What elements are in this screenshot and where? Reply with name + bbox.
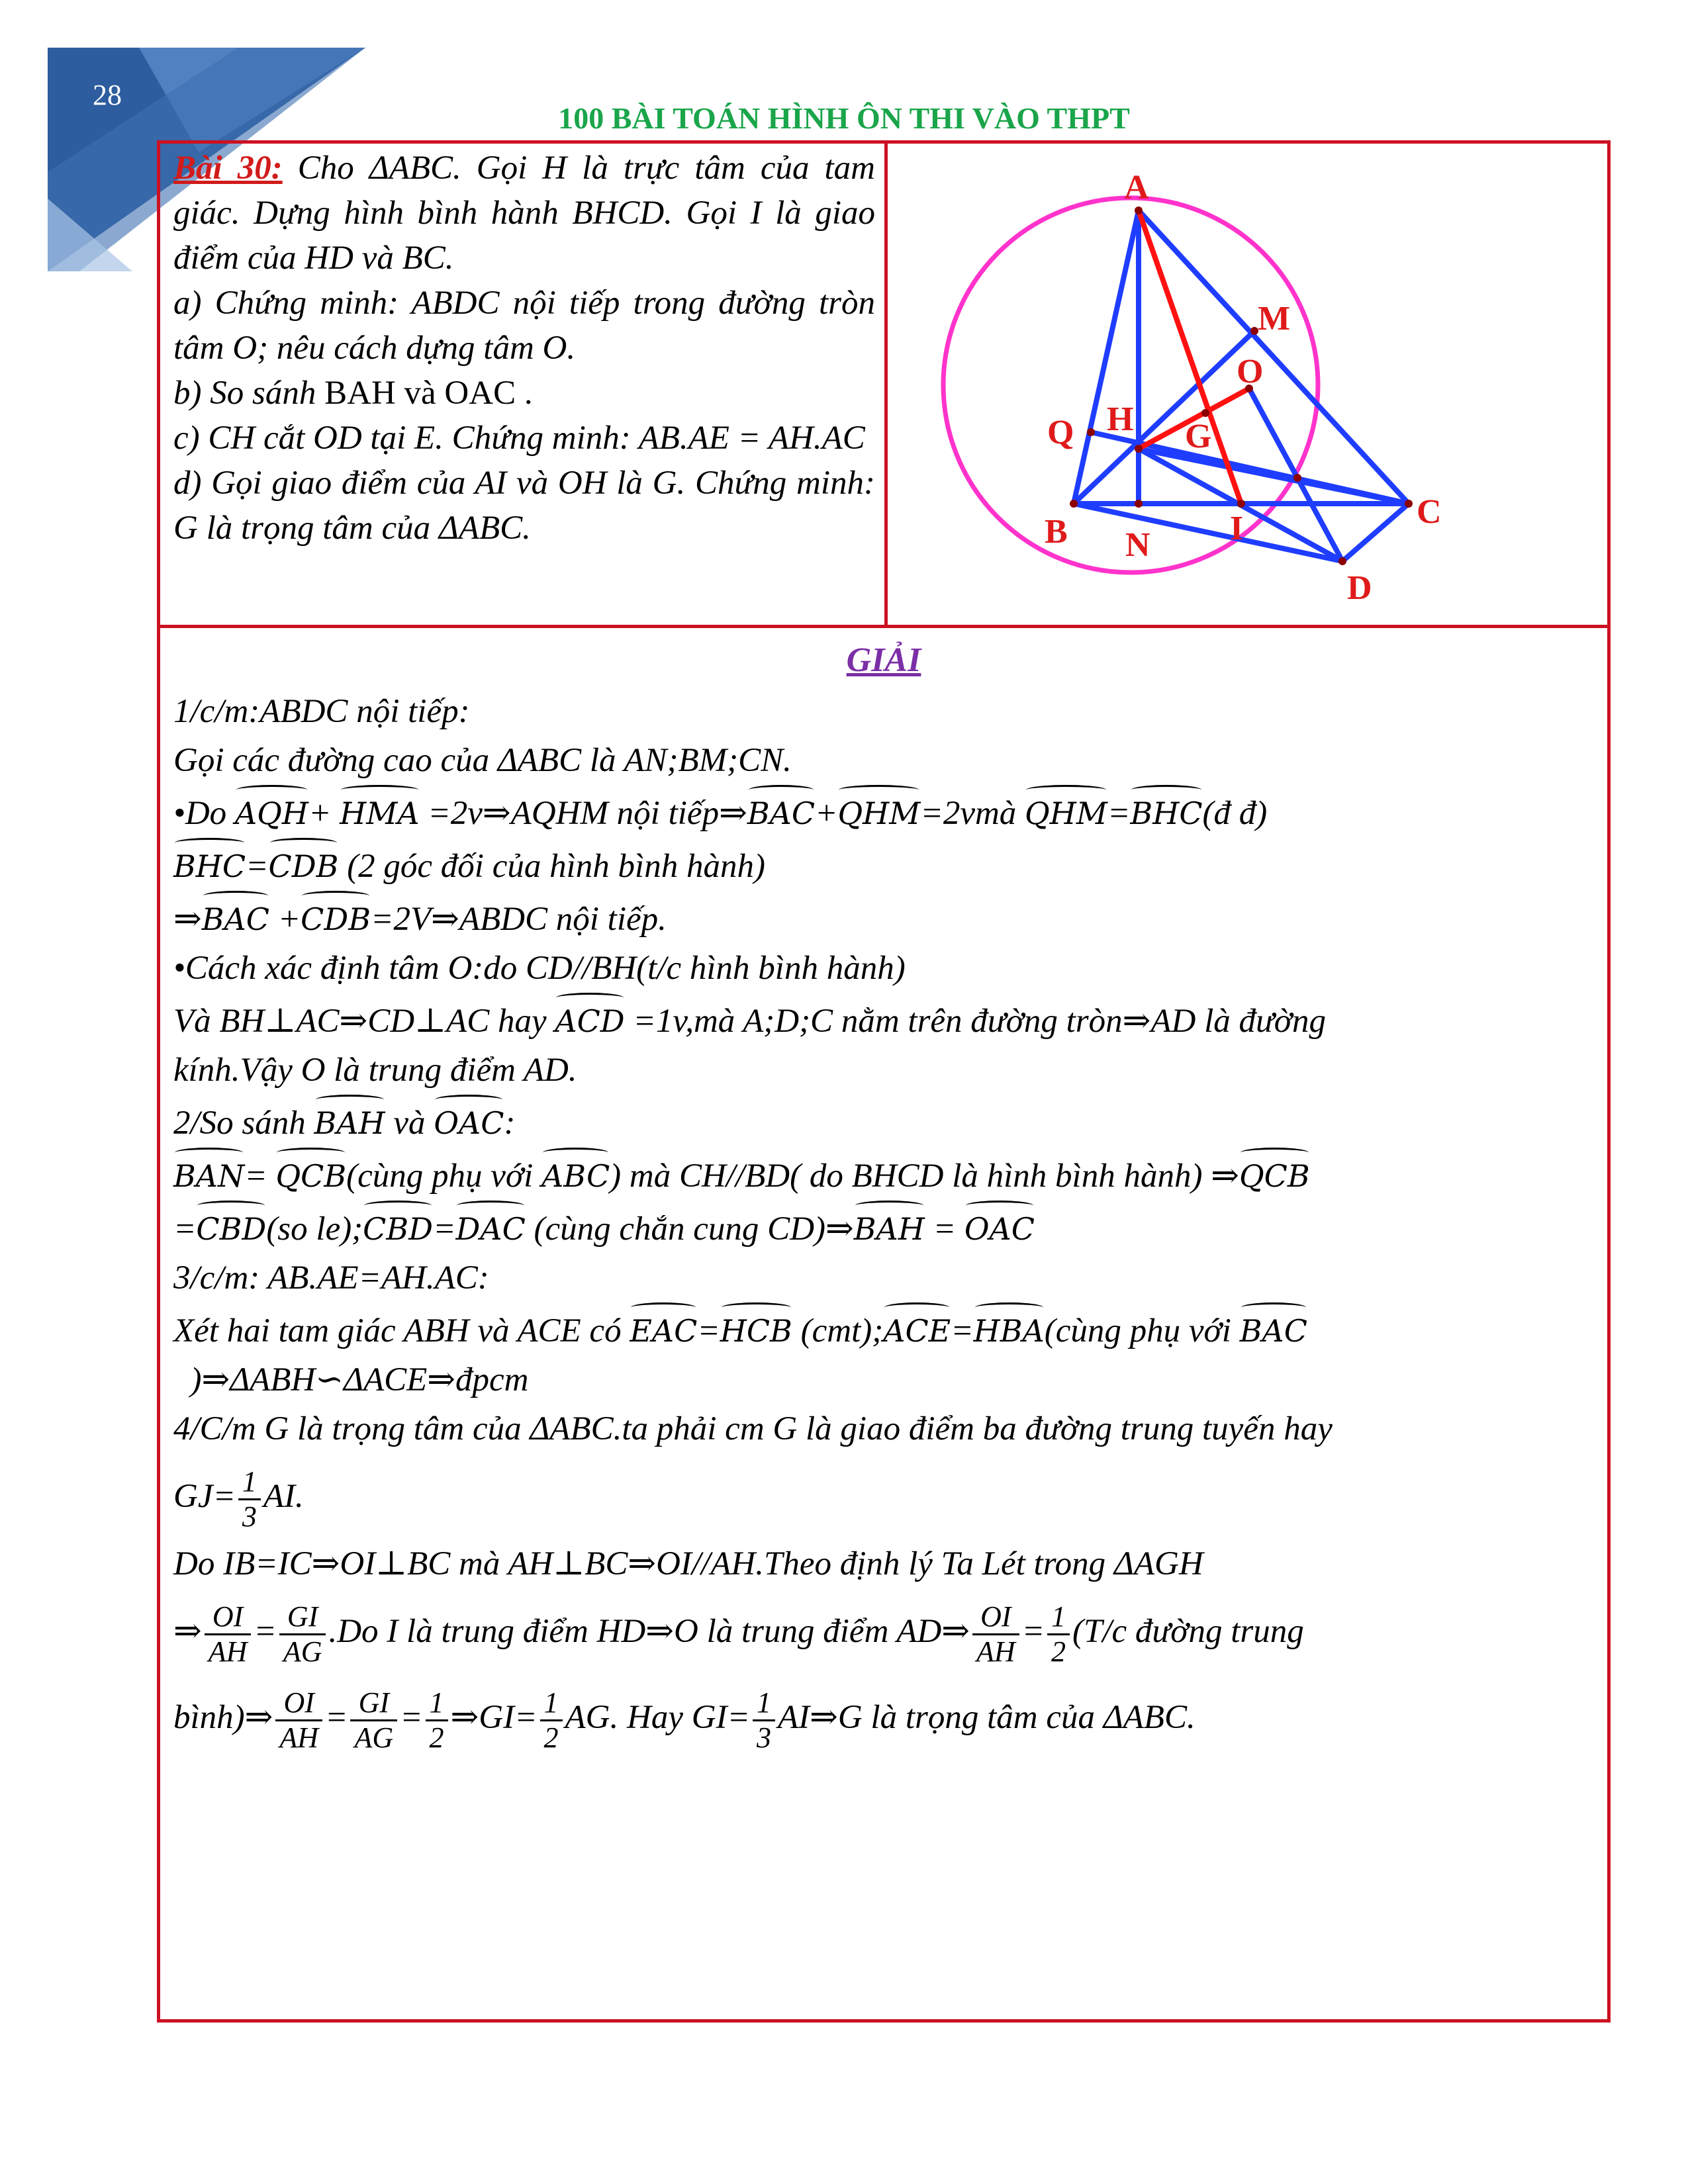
page-number: 28: [93, 79, 122, 111]
angle-oac: OAC: [964, 1201, 1035, 1253]
problem-part-c: c) CH cắt OD tại E. Chứng minh: AB.AE = AH.AC: [173, 420, 865, 457]
section-4-title: 4/C/m G là trọng tâm của ΔABC.ta phải cm G là giao điểm ba đường trung tuyến hay: [173, 1410, 1333, 1447]
point-label-i: I: [1230, 510, 1244, 547]
angle-qcb: QCB: [1239, 1148, 1310, 1201]
section-1-line-2: •Do AQH+ HMA =2v⇒AQHM nội tiếp⇒BAC+QHM=2vmà QHM=BHC(đ đ): [173, 785, 1597, 838]
section-3-line-2: )⇒ΔABH∽ΔACE⇒đpcm: [190, 1361, 529, 1398]
angle-abc: ABC: [541, 1148, 610, 1201]
problem-statement: [173, 146, 875, 551]
angle-cbd: CBD: [196, 1201, 266, 1253]
fraction-one-third: $\frac{1}{3}$: [238, 1465, 261, 1533]
point-label-h: H: [1107, 400, 1134, 438]
angle-bah: BAH: [314, 1095, 385, 1148]
angle-bac: BAC: [747, 785, 815, 838]
angle-bac: BAC: [1240, 1302, 1307, 1355]
point-label-o: O: [1237, 353, 1264, 390]
section-1-title: 1/c/m:ABDC nội tiếp:: [173, 693, 470, 730]
angle-dac: DAC: [455, 1201, 525, 1253]
problem-label: Bài 30:: [173, 150, 283, 187]
fraction-oi-ah: $\frac{OI}{AH}$: [275, 1686, 322, 1754]
solution-title: GIẢI: [846, 641, 921, 679]
angle-qcb: QCB: [275, 1148, 346, 1201]
section-1-line-3: BHC=CDB (2 góc đối của hình bình hành): [173, 838, 1597, 891]
point-label-n: N: [1125, 526, 1150, 564]
section-2-title: 2/So sánh BAH và OAC:: [173, 1095, 1597, 1148]
section-1-line-7: kính.Vậy O là trung điểm AD.: [173, 1052, 577, 1089]
angle-bhc: BHC: [1130, 785, 1202, 838]
segment-bd: [1074, 504, 1342, 561]
fraction-oi-ah: $\frac{OI}{AH}$: [972, 1600, 1019, 1668]
segment-bm: [1074, 331, 1254, 504]
section-4-line-3: ⇒ $\frac{OI}{AH}$ = $\frac{GI}{AG}$ .Do I là trung điểm HD⇒O là trung điểm AD⇒ $\frac{OI}{AH}$ = $\frac{1}{2}$ (T/c đường trung: [173, 1600, 1304, 1668]
section-3-title: 3/c/m: AB.AE=AH.AC:: [173, 1259, 489, 1297]
angle-hcb: HCB: [720, 1302, 792, 1355]
fraction-gi-ag: $\frac{GI}{AG}$: [350, 1686, 397, 1754]
solution-body: [173, 687, 1597, 1760]
point-label-c: C: [1417, 493, 1442, 531]
section-4-line-1: GJ= $\frac{1}{3}$ AI.: [173, 1465, 304, 1533]
frame-divider-horizontal: [157, 625, 1611, 628]
geometry-figure: [888, 144, 1607, 621]
section-1-line-6: Và BH⊥AC⇒CD⊥AC hay ACD =1v,mà A;D;C nằm trên đường tròn⇒AD là đường: [173, 993, 1597, 1046]
angle-eac: EAC: [630, 1302, 697, 1355]
fraction-gi-ag: $\frac{GI}{AG}$: [279, 1600, 326, 1668]
section-1-line-4: ⇒BAC +CDB=2V⇒ABDC nội tiếp.: [173, 891, 1597, 944]
angle-oac: OAC: [434, 1095, 504, 1148]
angle-aqh: AQH: [235, 785, 308, 838]
angle-qhm: QHM: [1025, 785, 1107, 838]
problem-part-d: d) Gọi giao điểm của AI và OH là G. Chứng minh: G là trọng tâm của ΔABC.: [173, 465, 875, 547]
point-label-d: D: [1347, 569, 1372, 607]
problem-part-a: a) Chứng minh: ABDC nội tiếp trong đường tròn tâm O; nêu cách dựng tâm O.: [173, 285, 875, 367]
angle-cdb: CDB: [269, 838, 339, 891]
angle-cdb: CDB: [301, 891, 371, 944]
point-label-b: B: [1045, 513, 1068, 551]
problem-intro: Cho ΔABC. Gọi H là trực tâm của tam giác. Dựng hình bình hành BHCD. Gọi I là giao điểm của HD và BC.: [173, 150, 875, 277]
angle-hma: HMA: [340, 785, 419, 838]
angle-ace: ACE: [883, 1302, 951, 1355]
page-header: 100 BÀI TOÁN HÌNH ÔN THI VÀO THPT: [558, 101, 1130, 135]
angle-qhm: QHM: [837, 785, 920, 838]
fraction-one-half: $\frac{1}{2}$: [1047, 1600, 1070, 1668]
point-label-g: G: [1185, 418, 1212, 455]
angle-bah: BAH: [854, 1201, 925, 1253]
fraction-one-third: $\frac{1}{3}$: [753, 1686, 775, 1754]
section-1-line-5: •Cách xác định tâm O:do CD//BH(t/c hình bình hành): [173, 950, 906, 987]
fraction-one-half: $\frac{1}{2}$: [426, 1686, 448, 1754]
fraction-one-half: $\frac{1}{2}$: [540, 1686, 563, 1754]
point-label-q: Q: [1047, 414, 1074, 451]
angle-cbd: CBD: [363, 1201, 433, 1253]
angle-bhc: BHC: [173, 838, 246, 891]
section-4-line-4: bình)⇒ $\frac{OI}{AH}$ = $\frac{GI}{AG}$ = $\frac{1}{2}$ ⇒GI= $\frac{1}{2}$ AG. Hay GI= $\frac{1}{3}$ AI⇒G là trọng tâm của ΔABC.: [173, 1686, 1196, 1754]
segment-ac: [1139, 210, 1409, 504]
section-2-line-1: BAN= QCB(cùng phụ với ABC) mà CH//BD( do BHCD là hình bình hành) ⇒QCB: [173, 1148, 1597, 1201]
angle-acd: ACD: [555, 993, 624, 1046]
section-1-line-1: Gọi các đường cao của ΔABC là AN;BM;CN.: [173, 742, 792, 779]
problem-part-b: b) So sánh BAH và OAC .: [173, 375, 533, 412]
segment-cd: [1342, 504, 1409, 561]
segment-ab: [1074, 210, 1139, 504]
angle-bac: BAC: [202, 891, 269, 944]
section-4-line-2: Do IB=IC⇒OI⊥BC mà AH⊥BC⇒OI//AH.Theo định lý Ta Lét trong ΔAGH: [173, 1545, 1203, 1582]
point-label-m: M: [1258, 300, 1291, 338]
fraction-oi-ah: $\frac{OI}{AH}$: [205, 1600, 252, 1668]
angle-hba: HBA: [974, 1302, 1045, 1355]
section-2-line-2: =CBD(so le);CBD=DAC (cùng chắn cung CD)⇒BAH = OAC: [173, 1201, 1597, 1253]
angle-ban: BAN: [173, 1148, 244, 1201]
section-3-line-1: Xét hai tam giác ABH và ACE có EAC=HCB (cmt);ACE=HBA(cùng phụ với BAC: [173, 1302, 1597, 1355]
problem-part-b-angles: BAH và OAC .: [324, 375, 533, 412]
point-label-a: A: [1124, 169, 1149, 206]
